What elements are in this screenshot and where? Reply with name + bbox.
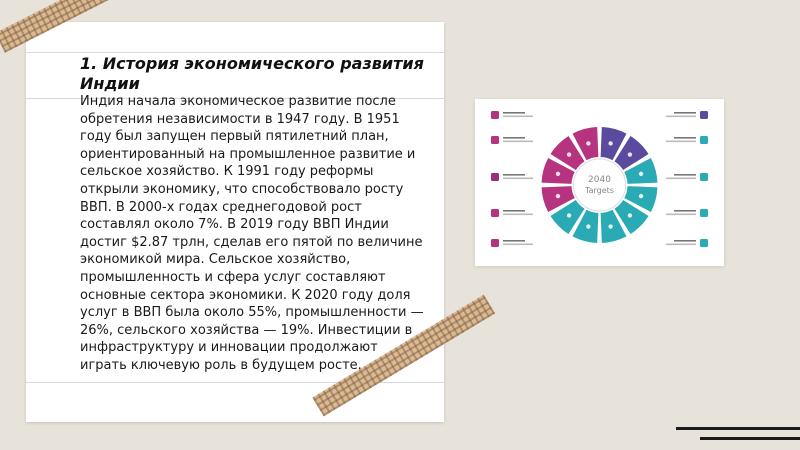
left-item-text-line xyxy=(503,137,525,139)
segment-icon xyxy=(639,172,643,176)
center-year: 2040 xyxy=(588,175,611,185)
left-item-text-line xyxy=(503,178,533,180)
segment-icon xyxy=(567,213,571,217)
left-item-text-line xyxy=(503,112,525,114)
right-item-text-line xyxy=(674,240,696,242)
right-item-text-line xyxy=(674,137,696,139)
right-item-text-line xyxy=(666,116,696,118)
right-item-text-line xyxy=(674,210,696,212)
left-item-text-line xyxy=(503,174,525,176)
left-item-icon xyxy=(491,239,499,247)
segment-icon xyxy=(586,224,590,228)
segment-icon xyxy=(586,141,590,145)
left-item-icon xyxy=(491,173,499,181)
right-item-icon xyxy=(700,136,708,144)
right-item-icon xyxy=(700,209,708,217)
decorative-line xyxy=(700,437,800,440)
segment-icon xyxy=(608,141,612,145)
slide-body-text: Индия начала экономическое развитие после обретения независимости в 1947 году. В 1951 году был запущен первый пятилетний план, ориентированный на промышленное развитие и сельское хозяйство. К 1991 году реформы открыли экономику, что способствовало росту ВВП. В 2000-х годах среднегодовой рост составлял около 7%. В 2019 году ВВП Индии достиг $2.87 трлн, сделав его пятой по величине экономикой мира. Сельское хозяйство, промышленность и сфера услуг составляют основные сектора экономики. К 2020 году доля услуг в ВВП была около 55%, промышленности — 26%, сельского хозяйства — 19%. Инвестиции в инфраструктуру и инновации продолжают играть ключевую роль в будущем росте. xyxy=(80,94,424,373)
segment-icon xyxy=(608,224,612,228)
paper-line xyxy=(26,52,444,53)
left-item-text-line xyxy=(503,141,533,143)
left-item-text-line xyxy=(503,240,525,242)
segment-icon xyxy=(567,152,571,156)
targets-wheel-diagram xyxy=(475,99,724,266)
left-item-text-line xyxy=(503,210,525,212)
right-item-icon xyxy=(700,111,708,119)
decorative-line xyxy=(676,427,800,430)
right-item-text-line xyxy=(674,174,696,176)
right-item-text-line xyxy=(674,112,696,114)
left-item-text-line xyxy=(503,244,533,246)
segment-icon xyxy=(556,194,560,198)
wheel-center xyxy=(574,159,626,211)
segment-icon xyxy=(556,172,560,176)
right-item-text-line xyxy=(666,244,696,246)
segment-icon xyxy=(628,152,632,156)
left-item-text-line xyxy=(503,116,533,118)
left-item-icon xyxy=(491,209,499,217)
segment-icon xyxy=(639,194,643,198)
right-item-text-line xyxy=(666,141,696,143)
right-item-icon xyxy=(700,173,708,181)
segment-icon xyxy=(628,213,632,217)
targets-infographic xyxy=(475,99,724,266)
right-item-text-line xyxy=(666,178,696,180)
left-item-icon xyxy=(491,111,499,119)
paper-line xyxy=(26,382,444,383)
right-item-text-line xyxy=(666,214,696,216)
left-item-text-line xyxy=(503,214,533,216)
right-item-icon xyxy=(700,239,708,247)
slide-title: 1. История экономического развития Индии xyxy=(80,54,424,93)
left-item-icon xyxy=(491,136,499,144)
center-label: Targets xyxy=(585,186,614,195)
